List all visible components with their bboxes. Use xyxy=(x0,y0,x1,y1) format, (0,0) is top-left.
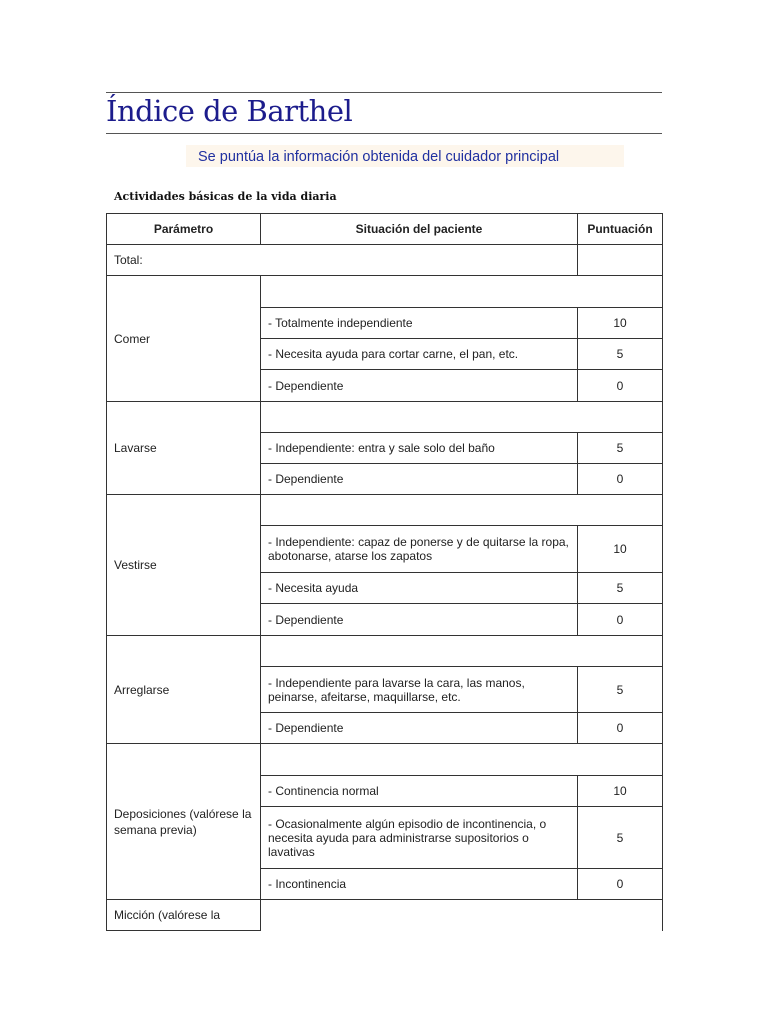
group-spacer-cell xyxy=(261,276,663,308)
total-score-cell xyxy=(578,245,663,276)
situation-cell: - Independiente para lavarse la cara, las manos, peinarse, afeitarse, maquillarse, etc. xyxy=(261,667,578,713)
param-vestirse: Vestirse xyxy=(107,495,261,636)
header-puntuacion: Puntuación xyxy=(578,214,663,245)
top-rule xyxy=(106,92,662,93)
table-row xyxy=(107,402,663,433)
subtitle-banner: Se puntúa la información obtenida del cuidador principal xyxy=(186,145,624,167)
situation-cell: - Necesita ayuda xyxy=(261,573,578,604)
situation-cell: - Incontinencia xyxy=(261,869,578,900)
situation-cell: - Continencia normal xyxy=(261,776,578,807)
group-spacer-cell xyxy=(261,744,663,776)
param-comer: Comer xyxy=(107,276,261,402)
score-cell: 0 xyxy=(578,604,663,636)
total-label: Total: xyxy=(107,245,578,276)
situation-cell: - Dependiente xyxy=(261,713,578,744)
table-header-row xyxy=(107,214,663,245)
barthel-table xyxy=(106,213,663,931)
score-cell: 5 xyxy=(578,339,663,370)
table-row xyxy=(107,276,663,308)
param-deposiciones: Deposiciones (valórese la semana previa) xyxy=(107,744,261,900)
table-row xyxy=(107,744,663,776)
situation-cell: - Dependiente xyxy=(261,604,578,636)
score-cell: 0 xyxy=(578,713,663,744)
header-situacion: Situación del paciente xyxy=(261,214,578,245)
situation-cell: - Independiente: entra y sale solo del baño xyxy=(261,433,578,464)
param-lavarse: Lavarse xyxy=(107,402,261,495)
score-cell: 5 xyxy=(578,573,663,604)
table-row xyxy=(107,636,663,667)
group-spacer-cell xyxy=(261,495,663,526)
table-row xyxy=(107,495,663,526)
situation-cell: - Dependiente xyxy=(261,464,578,495)
score-cell: 5 xyxy=(578,667,663,713)
situation-cell: - Independiente: capaz de ponerse y de quitarse la ropa, abotonarse, atarse los zapatos xyxy=(261,526,578,573)
score-cell: 10 xyxy=(578,308,663,339)
score-cell: 5 xyxy=(578,807,663,869)
section-heading: Actividades básicas de la vida diaria xyxy=(114,190,337,203)
score-cell: 0 xyxy=(578,464,663,495)
score-cell: 10 xyxy=(578,526,663,573)
header-parametro: Parámetro xyxy=(107,214,261,245)
score-cell: 10 xyxy=(578,776,663,807)
situation-cell: - Ocasionalmente algún episodio de incontinencia, o necesita ayuda para administrarse supositorios o lavativas xyxy=(261,807,578,869)
total-row xyxy=(107,245,663,276)
page-title: Índice de Barthel xyxy=(106,94,353,128)
group-spacer-cell xyxy=(261,900,663,931)
param-miccion: Micción (valórese la xyxy=(107,900,261,931)
group-spacer-cell xyxy=(261,402,663,433)
param-arreglarse: Arreglarse xyxy=(107,636,261,744)
title-rule xyxy=(106,133,662,134)
situation-cell: - Necesita ayuda para cortar carne, el pan, etc. xyxy=(261,339,578,370)
table-row xyxy=(107,900,663,931)
group-spacer-cell xyxy=(261,636,663,667)
score-cell: 0 xyxy=(578,370,663,402)
situation-cell: - Totalmente independiente xyxy=(261,308,578,339)
situation-cell: - Dependiente xyxy=(261,370,578,402)
score-cell: 0 xyxy=(578,869,663,900)
score-cell: 5 xyxy=(578,433,663,464)
